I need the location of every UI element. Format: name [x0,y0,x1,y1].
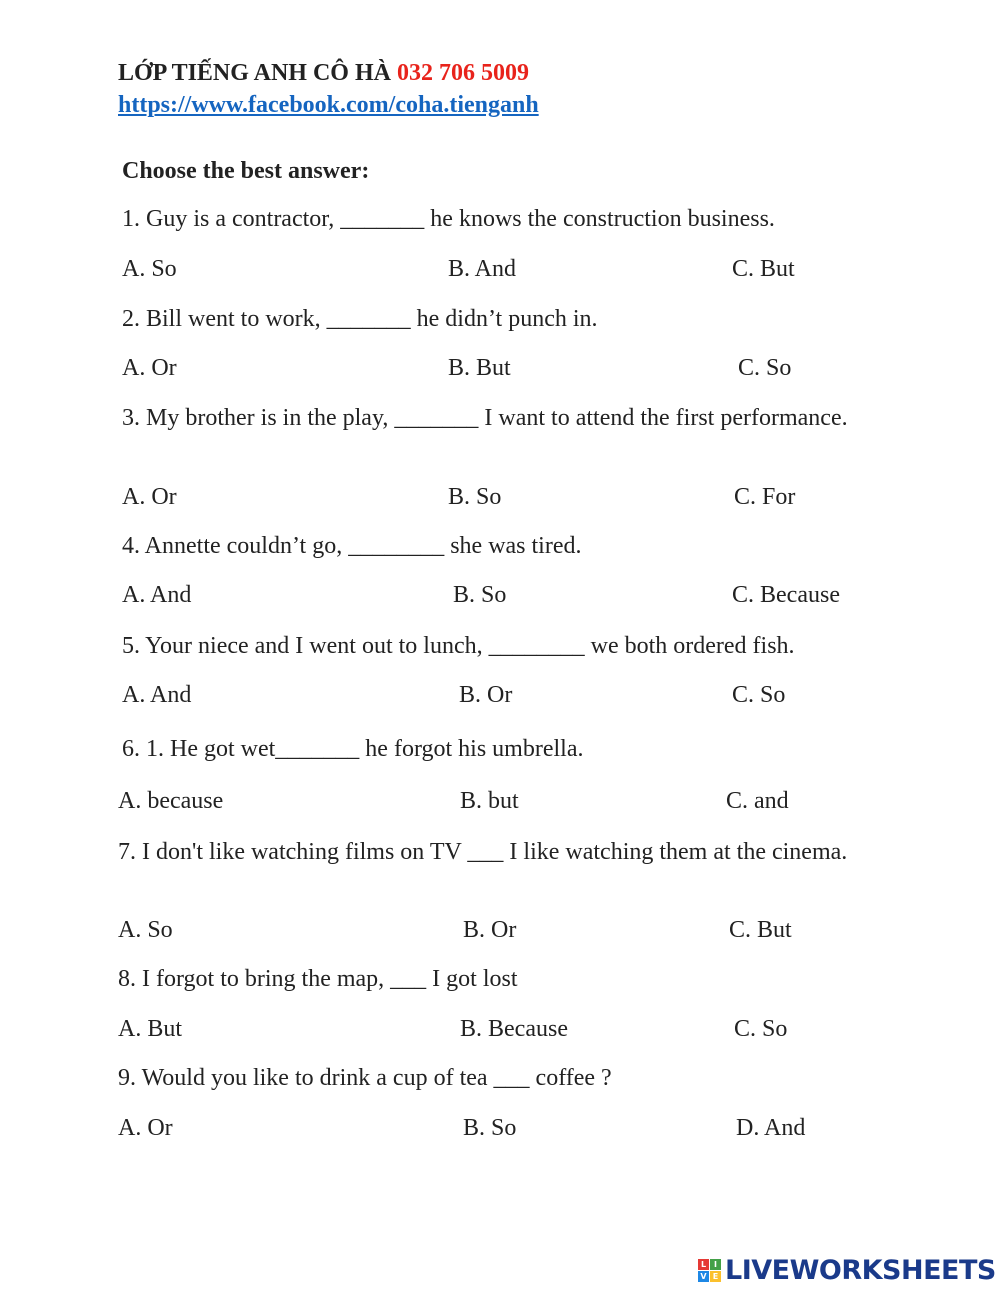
option-2a[interactable]: A. Or [122,355,177,381]
logo-tile-e: E [710,1271,721,1282]
worksheet-header-title [118,60,529,87]
option-1c[interactable]: C. But [732,256,795,282]
liveworksheets-logo-icon [698,1259,721,1282]
question-2: 2. Bill went to work, _______ he didn’t punch in. [122,306,598,332]
question-6: 6. 1. He got wet_______ he forgot his umbrella. [122,736,584,762]
brand-name: LIVEWORKSHEETS [725,1255,996,1286]
option-7b[interactable]: B. Or [463,917,517,943]
option-3b[interactable]: B. So [448,484,502,510]
question-5: 5. Your niece and I went out to lunch, ________ we both ordered fish. [122,633,795,659]
option-8b[interactable]: B. Because [460,1016,568,1042]
logo-tile-i: I [710,1259,721,1270]
header-phone: 032 706 5009 [396,60,529,86]
option-4b[interactable]: B. So [453,582,507,608]
option-9c[interactable]: D. And [736,1115,806,1141]
header-class-name: LỚP TIẾNG ANH CÔ HÀ [118,60,391,86]
option-2c[interactable]: C. So [738,355,792,381]
question-1: 1. Guy is a contractor, _______ he knows the construction business. [122,206,775,232]
option-3a[interactable]: A. Or [122,484,177,510]
facebook-link[interactable]: https://www.facebook.com/coha.tienganh [118,92,539,118]
option-6b[interactable]: B. but [460,788,519,814]
question-9: 9. Would you like to drink a cup of tea ___ coffee ? [118,1065,612,1091]
option-9a[interactable]: A. Or [118,1115,173,1141]
option-6c[interactable]: C. and [726,788,789,814]
logo-tile-v: V [698,1271,709,1282]
option-1a[interactable]: A. So [122,256,177,282]
option-8c[interactable]: C. So [734,1016,788,1042]
liveworksheets-brand [698,1255,996,1286]
option-6a[interactable]: A. because [118,788,224,814]
option-5c[interactable]: C. So [732,682,786,708]
option-5b[interactable]: B. Or [459,682,513,708]
option-4c[interactable]: C. Because [732,582,840,608]
option-9b[interactable]: B. So [463,1115,517,1141]
option-3c[interactable]: C. For [734,484,796,510]
option-8a[interactable]: A. But [118,1016,183,1042]
option-7a[interactable]: A. So [118,917,173,943]
question-4: 4. Annette couldn’t go, ________ she was tired. [122,533,582,559]
logo-tile-l: L [698,1259,709,1270]
question-7: 7. I don't like watching films on TV ___ I like watching them at the cinema. [118,839,848,865]
option-5a[interactable]: A. And [122,682,192,708]
option-1b[interactable]: B. And [448,256,517,282]
option-2b[interactable]: B. But [448,355,511,381]
instruction: Choose the best answer: [122,158,370,184]
question-3: 3. My brother is in the play, _______ I want to attend the first performance. [122,405,848,431]
option-7c[interactable]: C. But [729,917,792,943]
question-8: 8. I forgot to bring the map, ___ I got lost [118,966,518,992]
option-4a[interactable]: A. And [122,582,192,608]
